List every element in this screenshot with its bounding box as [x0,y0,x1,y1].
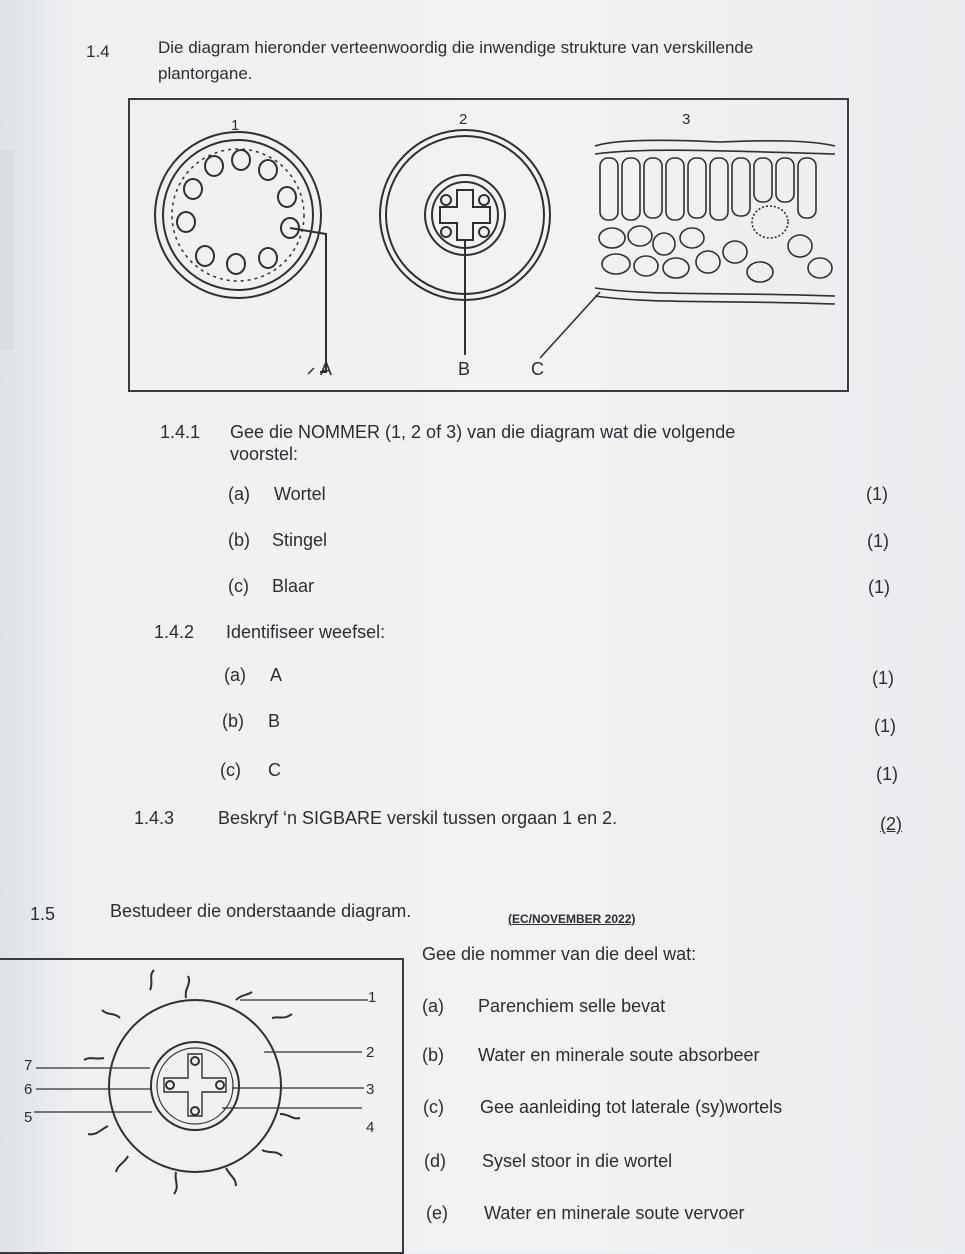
subquestion-text: Gee die NOMMER (1, 2 of 3) van die diagram wat die volgende [230,422,736,442]
diagram-label-3: 3 [682,111,691,128]
item-text: Water en minerale soute absorbeer [478,1045,760,1065]
item-text: C [268,760,281,780]
diagram-label-2: 2 [366,1044,375,1061]
subquestion-number: 1.4.1 [160,422,201,442]
subquestion-text: Beskryf ‘n SIGBARE verskil tussen orgaan 1 en 2. [218,808,618,828]
organ-3-drawing [540,140,835,358]
item-marks: (2) [880,814,902,834]
item-text: Sysel stoor in die wortel [482,1151,673,1171]
question-text-cont: plantorgane. [158,64,253,83]
question-number: 1.4 [86,42,110,61]
diagram-label-a: A [320,359,333,379]
plant-organ-drawings [0,0,965,400]
item-letter: (b) [228,530,250,550]
question-text: Bestudeer die onderstaande diagram. [110,901,412,921]
diagram-label-4: 4 [366,1119,375,1136]
diagram-label-3: 3 [366,1081,375,1098]
item-marks: (1) [872,668,894,688]
diagram-label-c: C [531,359,544,379]
diagram-label-2: 2 [459,111,468,128]
item-text: Wortel [274,484,326,504]
item-letter: (c) [220,760,241,780]
item-text: Water en minerale soute vervoer [484,1203,745,1223]
item-text: Parenchiem selle bevat [478,996,666,1016]
root-cross-section-drawing [0,958,410,1254]
item-marks: (1) [866,484,888,504]
question-text: Die diagram hieronder verteenwoordig die inwendige strukture van verskillende [158,38,754,57]
item-letter: (b) [222,711,244,731]
subquestion-text: Identifiseer weefsel: [226,622,386,642]
item-letter: (e) [426,1203,448,1223]
item-letter: (a) [224,665,246,685]
diagram-label-6: 6 [24,1081,33,1098]
item-text: Blaar [272,576,315,596]
item-text: A [270,665,283,685]
item-letter: (c) [228,576,249,596]
organ-1-drawing [155,132,326,372]
item-marks: (1) [867,531,889,551]
item-letter: (a) [228,484,250,504]
item-text: Stingel [272,530,328,550]
question-number: 1.5 [30,904,56,924]
item-text: B [268,711,281,731]
diagram-label-7: 7 [24,1057,33,1074]
item-marks: (1) [868,577,890,597]
item-text: Gee aanleiding tot laterale (sy)wortels [480,1097,783,1117]
instruction-text: Gee die nommer van die deel wat: [422,944,697,964]
item-marks: (1) [876,764,898,784]
subquestion-number: 1.4.3 [134,808,175,828]
item-marks: (1) [874,716,896,736]
diagram-label-1: 1 [231,117,240,134]
subquestion-number: 1.4.2 [154,622,195,642]
diagram-label-b: B [458,359,471,379]
subquestion-text-cont: voorstel: [230,444,299,464]
organ-2-drawing [380,130,550,355]
item-letter: (b) [422,1045,444,1065]
item-letter: (a) [422,996,444,1016]
item-letter: (c) [423,1097,444,1117]
diagram-label-1: 1 [368,989,377,1006]
diagram-label-5: 5 [24,1109,33,1126]
item-letter: (d) [424,1151,446,1171]
source-reference: (EC/NOVEMBER 2022) [508,912,636,926]
